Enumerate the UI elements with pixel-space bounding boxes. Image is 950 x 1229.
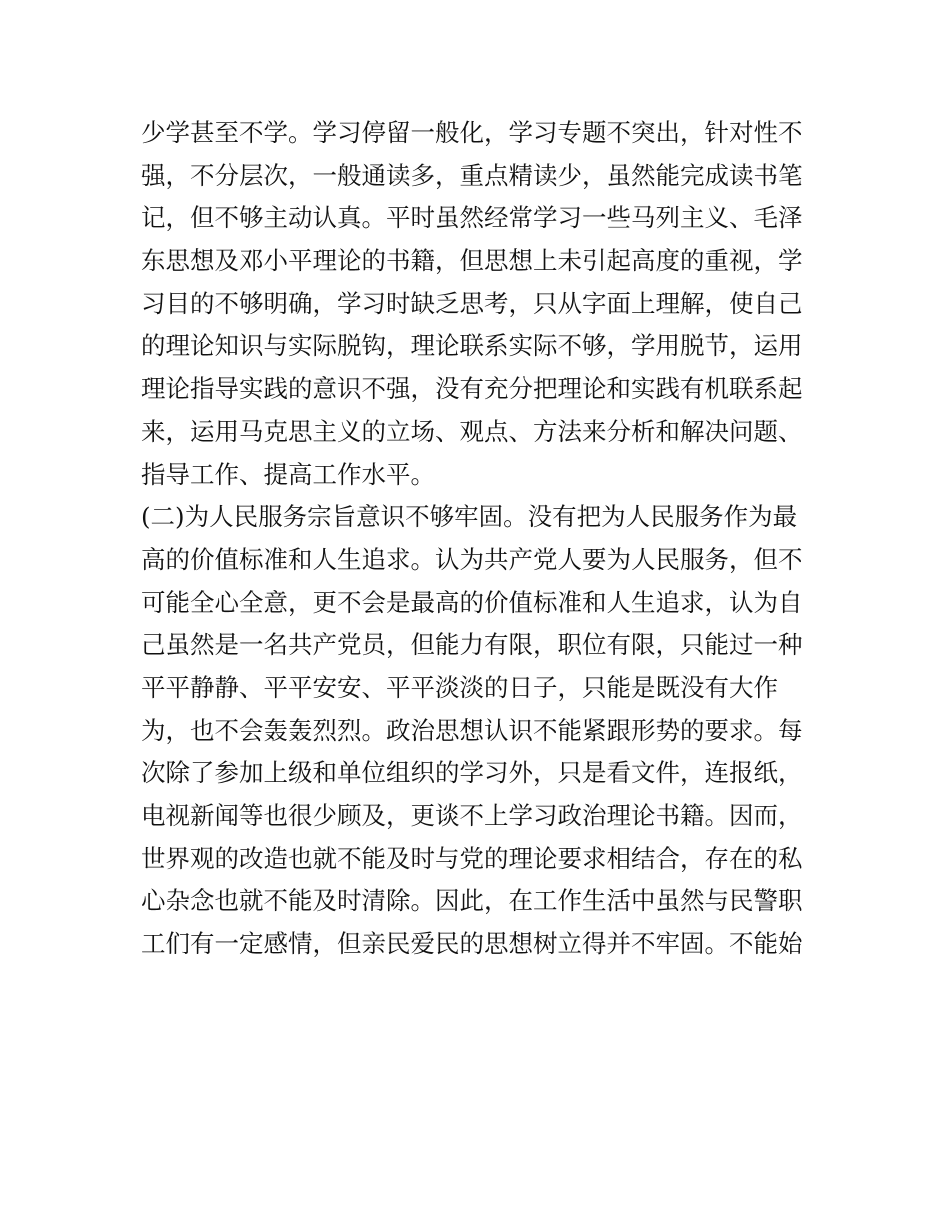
text-line-14: 平平静静、平平安安、平平淡淡的日子，只能是既没有大作: [141, 672, 778, 702]
text-line-12: 可能全心全意，更不会是最高的价值标准和人生追求，认为自: [141, 587, 803, 617]
text-line-19: 心杂念也就不能及时清除。因此，在工作生活中虽然与民警职: [141, 886, 803, 916]
text-line-16: 次除了参加上级和单位组织的学习外，只是看文件，连报纸，: [141, 758, 803, 788]
text-line-20: 工们有一定感情，但亲民爱民的思想树立得并不牢固。不能始: [141, 929, 803, 959]
section-heading-line: (二)为人民服务宗旨意识不够牢固。没有把为人民服务作为最: [141, 502, 798, 532]
body-text: [141, 112, 821, 966]
text-line-6: 的理论知识与实际脱钩，理论联系实际不够，学用脱节，运用: [141, 331, 803, 361]
text-line-17: 电视新闻等也很少顾及，更谈不上学习政治理论书籍。因而，: [141, 801, 803, 830]
text-line-8: 来，运用马克思主义的立场、观点、方法来分析和解决问题、: [141, 416, 803, 446]
text-line-15: 为，也不会轰轰烈烈。政治思想认识不能紧跟形势的要求。每: [141, 715, 803, 745]
text-line-11: 高的价值标准和人生追求。认为共产党人要为人民服务，但不: [141, 544, 803, 574]
text-line-4: 东思想及邓小平理论的书籍，但思想上未引起高度的重视，学: [141, 246, 803, 276]
text-line-13: 己虽然是一名共产党员，但能力有限，职位有限，只能过一种: [141, 630, 803, 660]
text-line-7: 理论指导实践的意识不强，没有充分把理论和实践有机联系起: [141, 374, 803, 404]
text-line-3: 记，但不够主动认真。平时虽然经常学习一些马列主义、毛泽: [141, 203, 803, 233]
text-line-1: 少学甚至不学。学习停留一般化，学习专题不突出，针对性不: [141, 118, 803, 147]
text-line-9: 指导工作、提高工作水平。: [141, 459, 435, 489]
text-line-5: 习目的不够明确，学习时缺乏思考，只从字面上理解，使自己: [141, 288, 803, 318]
text-line-2: 强，不分层次，一般通读多，重点精读少，虽然能完成读书笔: [141, 160, 803, 190]
text-line-18: 世界观的改造也就不能及时与党的理论要求相结合，存在的私: [141, 843, 803, 873]
